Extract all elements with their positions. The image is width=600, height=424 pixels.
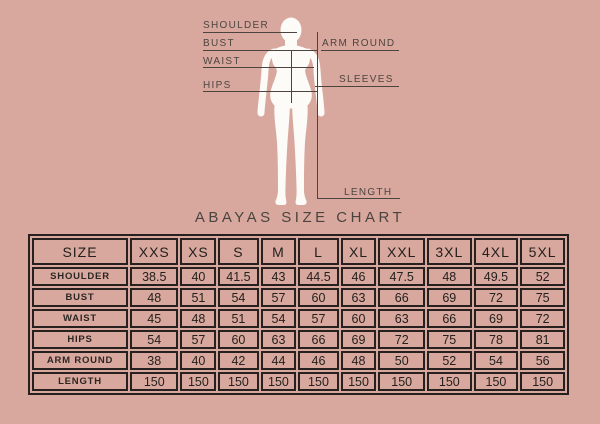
silhouette-left-arm: [261, 52, 274, 113]
silhouette-left-leg: [274, 101, 290, 205]
size-value-cell: 40: [180, 267, 216, 286]
label-arm-round-text: ARM ROUND: [322, 38, 396, 49]
size-value-cell: 54: [218, 288, 258, 307]
size-table-header-row: [32, 238, 565, 265]
label-hips-text: HIPS: [203, 80, 232, 91]
size-value-cell: 150: [378, 372, 425, 391]
label-shoulder-text: SHOULDER: [203, 20, 269, 31]
label-sleeves: [339, 74, 394, 85]
size-value-cell: 46: [298, 351, 338, 370]
size-value-cell: 150: [341, 372, 377, 391]
body-center-seam-line: [291, 51, 292, 103]
size-value-cell: 150: [427, 372, 472, 391]
size-table-body: [32, 267, 565, 391]
label-length-text: LENGTH: [344, 187, 393, 198]
size-value-cell: 44: [261, 351, 297, 370]
label-hips: [203, 80, 232, 91]
table-row: [32, 309, 565, 328]
size-value-cell: 150: [261, 372, 297, 391]
col-header-xxs: XXS: [130, 238, 178, 265]
silhouette-right-arm: [308, 52, 321, 113]
row-label: BUST: [32, 288, 128, 307]
col-header-s: S: [218, 238, 258, 265]
size-value-cell: 51: [180, 288, 216, 307]
label-bust-text: BUST: [203, 38, 235, 49]
size-value-cell: 63: [261, 330, 297, 349]
size-value-cell: 81: [520, 330, 565, 349]
size-value-cell: 57: [180, 330, 216, 349]
col-header-xl: XL: [341, 238, 377, 265]
hips-callout-line: [203, 91, 318, 92]
size-value-cell: 48: [427, 267, 472, 286]
silhouette-right-leg: [292, 101, 308, 205]
size-value-cell: 60: [341, 309, 377, 328]
size-value-cell: 52: [520, 267, 565, 286]
size-value-cell: 66: [298, 330, 338, 349]
size-value-cell: 50: [378, 351, 425, 370]
size-value-cell: 54: [474, 351, 519, 370]
size-value-cell: 48: [180, 309, 216, 328]
arm-round-callout-line: [321, 50, 399, 51]
size-value-cell: 60: [298, 288, 338, 307]
size-value-cell: 69: [427, 288, 472, 307]
row-label: SHOULDER: [32, 267, 128, 286]
size-value-cell: 38.5: [130, 267, 178, 286]
size-value-cell: 150: [218, 372, 258, 391]
size-value-cell: 47.5: [378, 267, 425, 286]
shoulder-callout-line: [203, 32, 297, 33]
size-value-cell: 57: [261, 288, 297, 307]
table-row: [32, 288, 565, 307]
col-header-l: L: [298, 238, 338, 265]
row-label: ARM ROUND: [32, 351, 128, 370]
size-value-cell: 63: [378, 309, 425, 328]
label-waist-text: WAIST: [203, 56, 241, 67]
size-value-cell: 45: [130, 309, 178, 328]
size-value-cell: 54: [130, 330, 178, 349]
label-waist: [203, 56, 241, 67]
size-value-cell: 63: [341, 288, 377, 307]
size-value-cell: 57: [298, 309, 338, 328]
col-header-size: SIZE: [32, 238, 128, 265]
row-label: HIPS: [32, 330, 128, 349]
row-label: LENGTH: [32, 372, 128, 391]
size-value-cell: 69: [341, 330, 377, 349]
col-header-xs: XS: [180, 238, 216, 265]
col-header-xxl: XXL: [378, 238, 425, 265]
page-title: ABAYAS SIZE CHART: [194, 209, 406, 226]
size-value-cell: 72: [520, 309, 565, 328]
size-value-cell: 56: [520, 351, 565, 370]
size-value-cell: 75: [427, 330, 472, 349]
size-value-cell: 42: [218, 351, 258, 370]
size-value-cell: 41.5: [218, 267, 258, 286]
length-callout-line: [317, 198, 400, 199]
label-shoulder: [203, 20, 269, 31]
size-value-cell: 54: [261, 309, 297, 328]
arm-length-vertical-line: [317, 32, 318, 199]
size-value-cell: 43: [261, 267, 297, 286]
sleeves-callout-line: [315, 86, 399, 87]
size-value-cell: 150: [298, 372, 338, 391]
size-value-cell: 66: [427, 309, 472, 328]
size-value-cell: 40: [180, 351, 216, 370]
label-bust: [203, 38, 235, 49]
table-row: [32, 351, 565, 370]
waist-callout-line: [203, 67, 314, 68]
size-value-cell: 66: [378, 288, 425, 307]
size-value-cell: 60: [218, 330, 258, 349]
col-header-4xl: 4XL: [474, 238, 519, 265]
size-table: [28, 234, 569, 395]
size-value-cell: 69: [474, 309, 519, 328]
size-value-cell: 49.5: [474, 267, 519, 286]
table-row: [32, 372, 565, 391]
size-value-cell: 150: [520, 372, 565, 391]
col-header-5xl: 5XL: [520, 238, 565, 265]
size-value-cell: 46: [341, 267, 377, 286]
size-value-cell: 150: [180, 372, 216, 391]
size-table-head: [32, 238, 565, 265]
col-header-m: M: [261, 238, 297, 265]
table-row: [32, 330, 565, 349]
size-value-cell: 78: [474, 330, 519, 349]
size-value-cell: 48: [130, 288, 178, 307]
size-value-cell: 52: [427, 351, 472, 370]
label-length: [344, 187, 392, 198]
size-value-cell: 72: [474, 288, 519, 307]
size-value-cell: 150: [474, 372, 519, 391]
size-value-cell: 51: [218, 309, 258, 328]
size-value-cell: 72: [378, 330, 425, 349]
size-value-cell: 150: [130, 372, 178, 391]
size-value-cell: 75: [520, 288, 565, 307]
size-value-cell: 44.5: [298, 267, 338, 286]
size-value-cell: 38: [130, 351, 178, 370]
label-arm-round: [322, 38, 395, 49]
size-value-cell: 48: [341, 351, 377, 370]
col-header-3xl: 3XL: [427, 238, 472, 265]
row-label: WAIST: [32, 309, 128, 328]
bust-callout-line: [203, 50, 318, 51]
label-sleeves-text: SLEEVES: [339, 74, 394, 85]
table-row: [32, 267, 565, 286]
